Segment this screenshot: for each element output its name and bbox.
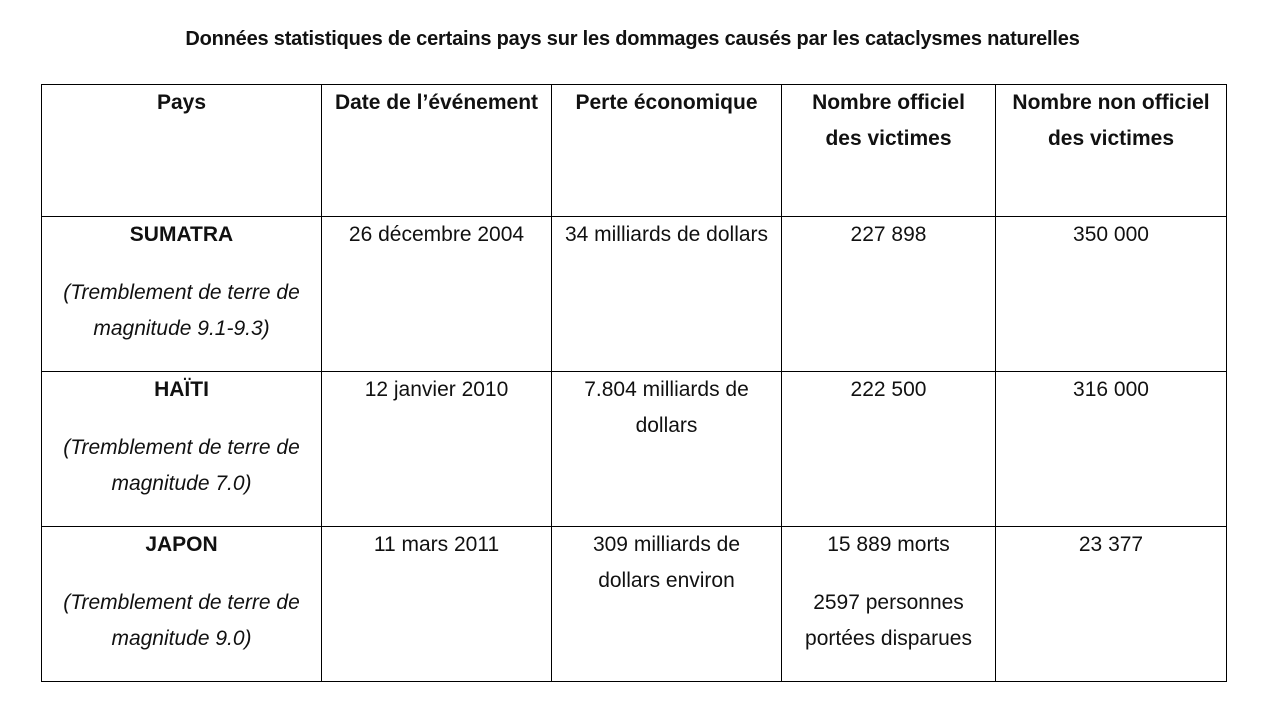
header-pays: Pays xyxy=(42,85,322,217)
cell-date: 12 janvier 2010 xyxy=(322,372,552,527)
document-title: Données statistiques de certains pays sur les dommages causés par les cataclysmes naturelles xyxy=(185,28,1080,50)
cell-pays xyxy=(42,527,322,682)
cell-officiel xyxy=(782,372,996,527)
official-victims: 15 889 morts xyxy=(827,533,950,556)
country-name: SUMATRA xyxy=(129,223,234,246)
header-nombre-non-officiel: Nombre non officiel des victimes xyxy=(996,85,1227,217)
header-perte-economique: Perte économique xyxy=(552,85,782,217)
table-header-row xyxy=(42,85,1227,217)
event-type: (Tremblement de terre de magnitude 7.0) xyxy=(63,436,300,495)
header-nombre-officiel: Nombre officiel des victimes xyxy=(782,85,996,217)
cell-date: 11 mars 2011 xyxy=(322,527,552,682)
event-type: (Tremblement de terre de magnitude 9.0) xyxy=(63,591,300,650)
header-date: Date de l’événement xyxy=(322,85,552,217)
event-type: (Tremblement de terre de magnitude 9.1-9.3) xyxy=(63,281,300,340)
cell-officiel xyxy=(782,527,996,682)
missing-persons: 2597 personnes portées disparues xyxy=(805,591,972,650)
country-name: HAÏTI xyxy=(154,378,209,401)
cell-date: 26 décembre 2004 xyxy=(322,217,552,372)
official-victims: 222 500 xyxy=(850,378,927,401)
official-victims: 227 898 xyxy=(850,223,927,246)
country-name: JAPON xyxy=(145,533,218,556)
table-row xyxy=(42,527,1227,682)
table-row xyxy=(42,217,1227,372)
cell-perte: 309 milliards de dollars environ xyxy=(552,527,782,682)
cell-non-officiel: 23 377 xyxy=(996,527,1227,682)
cell-pays xyxy=(42,217,322,372)
cell-non-officiel: 350 000 xyxy=(996,217,1227,372)
cell-officiel xyxy=(782,217,996,372)
table-row xyxy=(42,372,1227,527)
statistics-table xyxy=(41,84,1227,682)
cell-non-officiel: 316 000 xyxy=(996,372,1227,527)
cell-perte: 7.804 milliards de dollars xyxy=(552,372,782,527)
cell-pays xyxy=(42,372,322,527)
cell-perte: 34 milliards de dollars xyxy=(552,217,782,372)
